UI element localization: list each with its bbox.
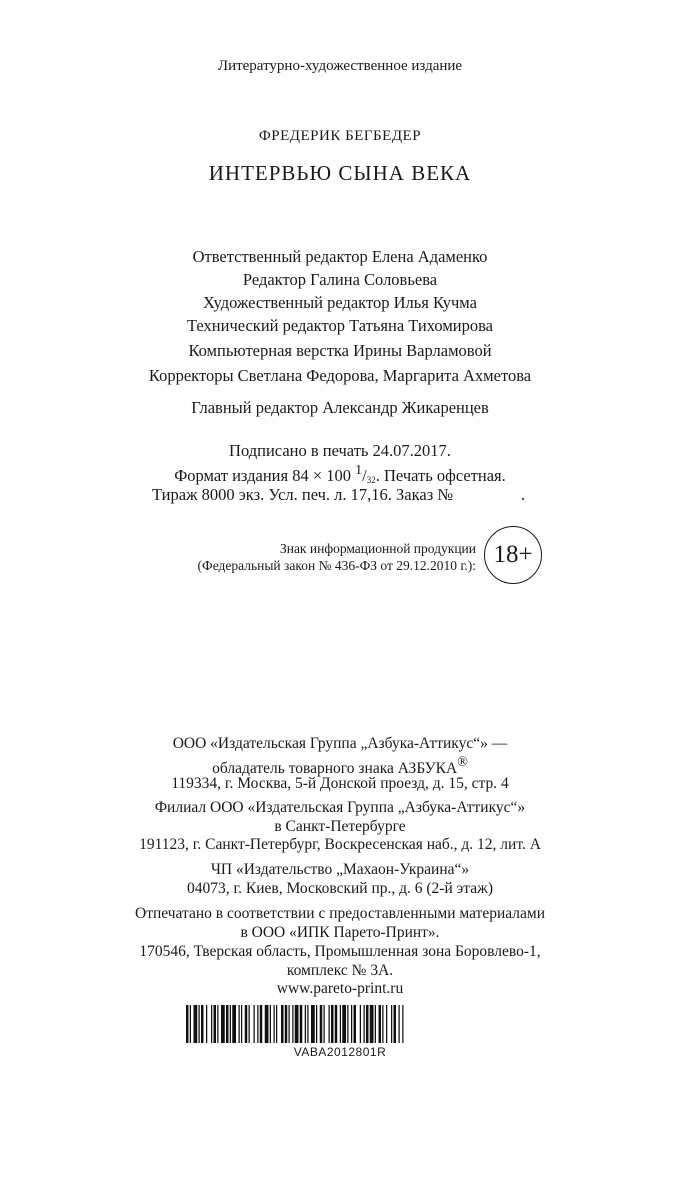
credit-line: Технический редактор Татьяна Тихомирова bbox=[186, 316, 493, 335]
book-author: ФРЕДЕРИК БЕГБЕДЕР bbox=[258, 128, 422, 144]
barcode-bar bbox=[320, 1005, 323, 1043]
barcode-bar bbox=[340, 1005, 341, 1043]
age-rating-law: (Федеральный закон № 436-ФЗ от 29.12.2010 г.): bbox=[197, 558, 476, 573]
credit-line: Ответственный редактор Елена Адаменко bbox=[192, 247, 488, 266]
barcode-bar bbox=[366, 1005, 369, 1043]
barcode-bar bbox=[364, 1005, 365, 1043]
book-title: ИНТЕРВЬЮ СЫНА ВЕКА bbox=[208, 161, 472, 185]
barcode-bar bbox=[386, 1005, 387, 1043]
barcode-bar bbox=[394, 1005, 397, 1043]
barcode-bar bbox=[402, 1005, 403, 1043]
barcode-bar bbox=[295, 1005, 299, 1043]
barcode-bar bbox=[305, 1005, 306, 1043]
barcode-bar bbox=[265, 1005, 269, 1043]
barcode-bar bbox=[241, 1005, 242, 1043]
barcode-bar bbox=[194, 1005, 198, 1043]
barcode-bar bbox=[281, 1005, 284, 1043]
publisher-line: в ООО «ИПК Парето-Принт». bbox=[240, 924, 440, 941]
barcode-bar bbox=[190, 1005, 191, 1043]
barcode-bar bbox=[186, 1005, 189, 1043]
barcode-bar bbox=[300, 1005, 303, 1043]
barcode-bar bbox=[379, 1005, 382, 1043]
age-rating-label: Знак информационной продукции bbox=[279, 541, 476, 556]
circulation-end: . bbox=[521, 485, 526, 504]
credit-line: Компьютерная верстка Ирины Варламовой bbox=[188, 341, 492, 360]
barcode-bar bbox=[342, 1005, 346, 1043]
barcode-bar bbox=[354, 1005, 357, 1043]
barcode-bar bbox=[331, 1005, 334, 1043]
publisher-line: Филиал ООО «Издательская Группа „Азбука-Аттикус“» bbox=[154, 799, 526, 816]
publisher-line: 170546, Тверская область, Промышленная зона Боровлево-1, bbox=[139, 943, 541, 960]
circulation: Тираж 8000 экз. Усл. печ. л. 17,16. Заказ № bbox=[152, 485, 454, 504]
barcode-bar bbox=[211, 1005, 212, 1043]
edition-type: Литературно-художественное издание bbox=[217, 58, 463, 74]
barcode-bar bbox=[221, 1005, 225, 1043]
barcode-bar bbox=[254, 1005, 255, 1043]
publisher-line: Отпечатано в соответствии с предоставленными материалами bbox=[135, 905, 545, 922]
barcode-bar bbox=[347, 1005, 348, 1043]
publisher-line: 119334, г. Москва, 5-й Донской проезд, д. 15, стр. 4 bbox=[171, 775, 509, 792]
publisher-line: обладатель товарного знака АЗБУКА® bbox=[212, 755, 468, 777]
registered-mark: ® bbox=[457, 755, 468, 770]
credit-line: Художественный редактор Илья Кучма bbox=[203, 293, 477, 312]
print-format: Формат издания 84 × 100 $^1/_{32}$. Печать офсетная. bbox=[174, 463, 506, 485]
barcode-bar bbox=[276, 1005, 277, 1043]
publisher-line: 04073, г. Киев, Московский пр., д. 6 (2-й этаж) bbox=[187, 880, 493, 897]
barcode-bar bbox=[375, 1005, 376, 1043]
age-rating-badge: 18+ bbox=[484, 526, 542, 584]
barcode-bar bbox=[199, 1005, 200, 1043]
barcode-bar bbox=[226, 1005, 229, 1043]
publisher-line: комплекс № 3А. bbox=[286, 962, 394, 979]
barcode-bar bbox=[249, 1005, 250, 1043]
barcode-bar bbox=[206, 1005, 207, 1043]
chief-editor: Главный редактор Александр Жикаренцев bbox=[191, 398, 489, 417]
barcode-bar bbox=[260, 1005, 263, 1043]
barcode-bar bbox=[382, 1005, 383, 1043]
barcode-bar bbox=[335, 1005, 338, 1043]
barcode-bar bbox=[329, 1005, 330, 1043]
credit-line: Корректоры Светлана Федорова, Маргарита Ахметова bbox=[148, 366, 532, 385]
barcode-bar bbox=[274, 1005, 275, 1043]
publisher-line: в Санкт-Петербурге bbox=[274, 818, 406, 835]
barcode-bar bbox=[399, 1005, 400, 1043]
barcode-bar bbox=[285, 1005, 288, 1043]
barcode-bar bbox=[214, 1005, 217, 1043]
publisher-url: www.pareto-print.ru bbox=[276, 980, 404, 997]
barcode-bar bbox=[201, 1005, 204, 1043]
publisher-line: ООО «Издательская Группа „Азбука-Аттикус“» — bbox=[172, 735, 508, 752]
barcode-bar bbox=[311, 1005, 315, 1043]
barcode-label: VABA2012801R bbox=[293, 1045, 387, 1059]
barcode-bar bbox=[370, 1005, 374, 1043]
barcode-bar bbox=[257, 1005, 258, 1043]
barcode-bar bbox=[289, 1005, 290, 1043]
credit-line: Редактор Галина Соловьева bbox=[242, 270, 438, 289]
barcode-bar bbox=[324, 1005, 325, 1043]
barcode-bar bbox=[307, 1005, 308, 1043]
barcode-bar bbox=[232, 1005, 236, 1043]
publisher-line: ЧП «Издательство „Махаон-Украина“» bbox=[210, 861, 470, 878]
barcode-bar bbox=[316, 1005, 317, 1043]
fraction-denominator: 32 bbox=[366, 475, 376, 485]
barcode-bar bbox=[217, 1005, 218, 1043]
barcode-bar bbox=[239, 1005, 240, 1043]
signed-date: Подписано в печать 24.07.2017. bbox=[229, 441, 451, 460]
barcode-bar bbox=[360, 1005, 361, 1043]
barcode-bar bbox=[245, 1005, 248, 1043]
barcode-bar bbox=[270, 1005, 271, 1043]
barcode-bar bbox=[391, 1005, 392, 1043]
fraction-numerator: 1 bbox=[355, 463, 363, 478]
barcode-bar bbox=[351, 1005, 352, 1043]
publisher-line: 191123, г. Санкт-Петербург, Воскресенская наб., д. 12, лит. А bbox=[139, 836, 541, 853]
barcode-bar bbox=[292, 1005, 293, 1043]
barcode-bar bbox=[230, 1005, 231, 1043]
barcode bbox=[186, 1005, 494, 1043]
